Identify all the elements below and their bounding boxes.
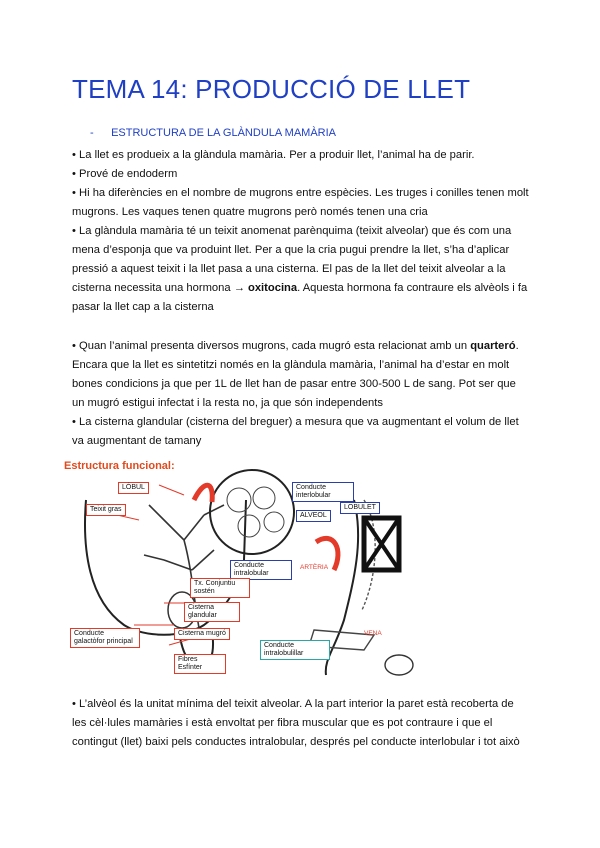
section-dash: - bbox=[90, 127, 94, 139]
zoom-arrow-1 bbox=[194, 485, 212, 502]
label-vena: VENA bbox=[364, 630, 382, 637]
lobule-circle bbox=[210, 470, 294, 554]
alveoli-cluster bbox=[227, 488, 251, 512]
label-conducte-intralobulillar: Conducte intralobulillar bbox=[260, 640, 330, 660]
diagram-title: Estructura funcional: bbox=[64, 460, 175, 472]
bullet-1: • La llet es produeix a la glàndula mamària. Per a produir llet, l’animal ha de parir. bbox=[72, 149, 475, 161]
bullet-4-line-4 bbox=[72, 279, 532, 298]
section-heading bbox=[90, 127, 336, 139]
bullet-4-line-1: • La glàndula mamària té un teixit anomenat parènquima (teixit alveolar) que és com una bbox=[72, 225, 512, 237]
bullet-7-line-1: • L’alvèol és la unitat mínima del teixit alveolar. A la part interior la paret està recoberta de bbox=[72, 698, 514, 710]
label-lobulet: LOBULET bbox=[340, 502, 380, 514]
label-cisterna-mugro: Cisterna mugró bbox=[174, 628, 230, 640]
bullet-2: • Prové de endoderm bbox=[72, 168, 178, 180]
bullet-4-line-3: pressió a aquest teixit i la llet pasa a una cisterna. El pas de la llet del teixit alveolar a la bbox=[72, 263, 506, 275]
bullet-3-line-1: • Hi ha diferències en el nombre de mugrons entre espècies. Les truges i conilles tenen molt bbox=[72, 187, 529, 199]
bullet-5-line-1 bbox=[72, 337, 532, 356]
section-label: ESTRUCTURA DE LA GLÀNDULA MAMÀRIA bbox=[111, 127, 337, 139]
alveoli-cluster bbox=[253, 487, 275, 509]
bullet-6-line-1: • La cisterna glandular (cisterna del breguer) a mesura que va augmentant el volum de llet bbox=[72, 416, 519, 428]
bullet-5-line-4: un mugró estigui infectat i la resta no, ja que són independents bbox=[72, 397, 383, 409]
bullet-5-line-3: bones condicions ja que per 1L de llet han de pasar entre 300-500 L de sang. Pot ser que bbox=[72, 378, 516, 390]
alveoli-cluster bbox=[238, 515, 260, 537]
bold-term-oxitocina: oxitocina bbox=[248, 282, 298, 294]
label-tx-conjuntiu: Tx. Conjuntiu sostén bbox=[190, 578, 250, 598]
bullet-5-line-2: Encara que la llet es sintetitzi només en la glàndula mamària, l’animal ha d’estar en molt bbox=[72, 359, 510, 371]
text-run: cisterna necessita una hormona → bbox=[72, 282, 248, 294]
bullet-3-line-2: mugrons. Les vaques tenen quatre mugrons però només tenen una cria bbox=[72, 206, 428, 218]
label-cisterna-glandular: Cisterna glandular bbox=[184, 602, 240, 622]
label-conducte-intralobular: Conducte intralobular bbox=[230, 560, 292, 580]
label-fibres-esfinter: Fibres Esfínter bbox=[174, 654, 226, 674]
text-run: . bbox=[515, 340, 519, 352]
bold-term-quartero: quarteró bbox=[470, 340, 516, 352]
bullet-7-line-2: les cèl·lules mamàries i està envoltat per fibra muscular que es pot contraure i que el bbox=[72, 717, 493, 729]
duct-end bbox=[385, 655, 413, 675]
text-run: . Aquesta hormona fa contraure els alvèols i fa bbox=[297, 282, 528, 294]
text-run: • Quan l’animal presenta diversos mugrons, cada mugró esta relacionat amb un bbox=[72, 340, 471, 352]
label-alveol: ALVEOL bbox=[296, 510, 331, 522]
mammary-structure-diagram bbox=[64, 460, 414, 680]
label-conducte-galactofor: Conducte galactòfor principal bbox=[70, 628, 140, 648]
alveoli-cluster bbox=[264, 512, 284, 532]
lobulet-dark-mass bbox=[364, 518, 399, 570]
label-conducte-interlobular: Conducte interlobular bbox=[292, 482, 354, 502]
page-title: TEMA 14: PRODUCCIÓ DE LLET bbox=[72, 74, 471, 104]
bullet-4-line-2: mena d’esponja que va produint llet. Per a que la cria pugui prendre la llet, s’ha d’aplicar bbox=[72, 244, 510, 256]
label-teixit-gras: Teixit gras bbox=[86, 504, 126, 516]
bullet-7-line-3: contingut (llet) baixi pels conductes intralobular, després pel conducte interlobular i tot això bbox=[72, 736, 520, 748]
bullet-6-line-2: va augmentant de tamany bbox=[72, 435, 202, 447]
label-lobul: LÓBUL bbox=[118, 482, 149, 494]
bullet-4-line-5: pasar la llet cap a la cisterna bbox=[72, 301, 214, 313]
label-arteria: ARTÈRIA bbox=[300, 564, 329, 571]
